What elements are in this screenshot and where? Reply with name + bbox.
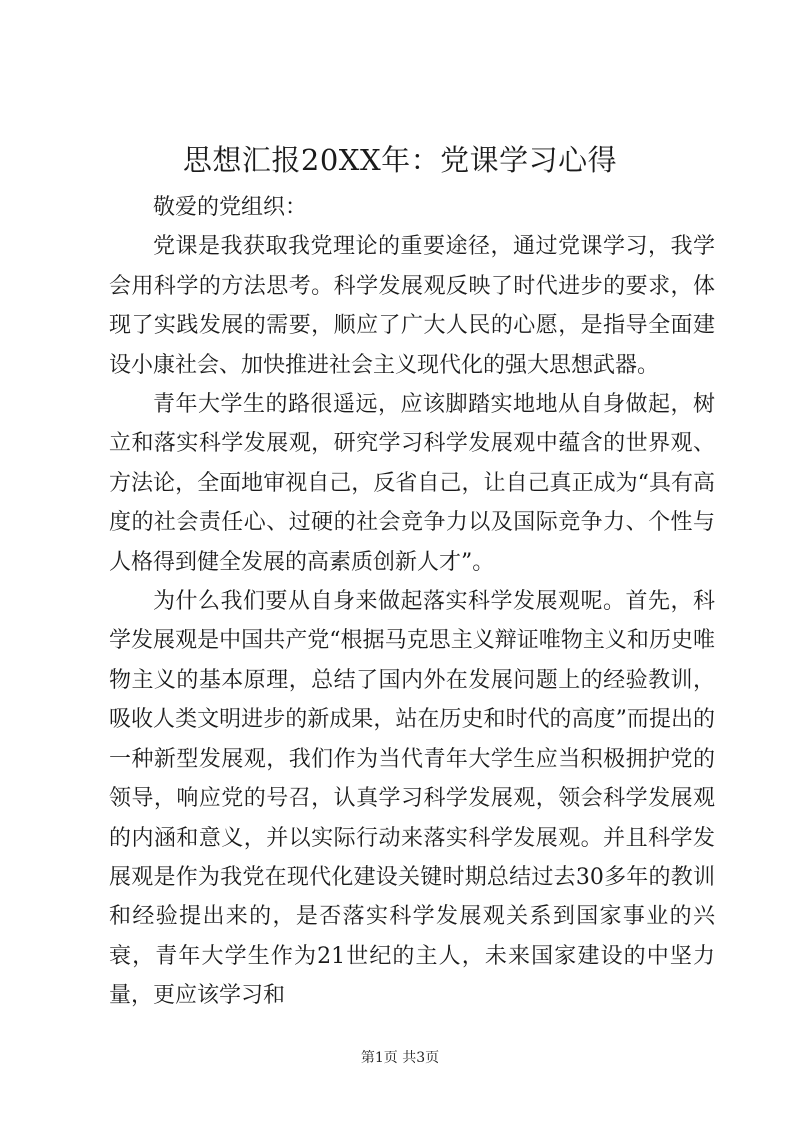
page-number-footer: 第1页 共3页: [360, 1050, 440, 1066]
document-body: [109, 188, 715, 1016]
document-title: 思想汇报20XX年：党课学习心得: [182, 143, 618, 177]
paragraph-2: 青年大学生的路很遥远，应该脚踏实地地从自身做起，树立和落实科学发展观，研究学习科学发展观中蕴含的世界观、方法论，全面地审视自己，反省自己，让自己真正成为“具有高度的社会责任心、过硬的社会竞争力以及国际竞争力、个性与人格得到健全发展的高素质创新人才”。: [109, 392, 715, 575]
paragraph-3: 为什么我们要从自身来做起落实科学发展观呢。首先，科学发展观是中国共产党“根据马克思主义辩证唯物主义和历史唯物主义的基本原理，总结了国内外在发展问题上的经验教训，吸收人类文明进步的新成果，站在历史和时代的高度”而提出的一种新型发展观，我们作为当代青年大学生应当积极拥护党的领导，响应党的号召，认真学习科学发展观，领会科学发展观的内涵和意义，并以实际行动来落实科学发展观。并且科学发展观是作为我党在现代化建设关键时期总结过去30多年的教训和经验提出来的，是否落实科学发展观关系到国家事业的兴衰，青年大学生作为21世纪的主人，未来国家建设的中坚力量，更应该学习和: [109, 589, 715, 1009]
paragraph-1: 党课是我获取我党理论的重要途径，通过党课学习，我学会用科学的方法思考。科学发展观反映了时代进步的要求，体现了实践发展的需要，顺应了广大人民的心愿，是指导全面建设小康社会、加快推进社会主义现代化的强大思想武器。: [109, 234, 715, 378]
greeting-line: 敬爱的党组织：: [153, 195, 308, 220]
